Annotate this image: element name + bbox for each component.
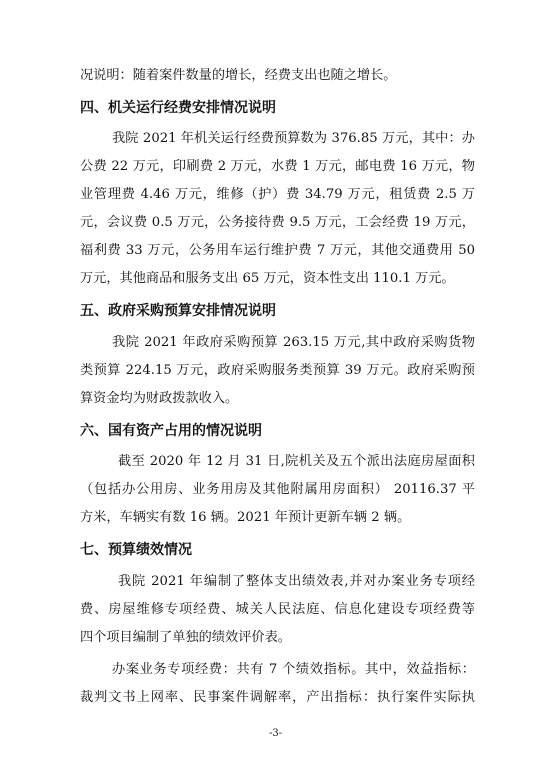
section-5-heading: 五、政府采购预算安排情况说明 <box>80 303 276 319</box>
section-7-line: 办案业务专项经费：共有 7 个绩效指标。其中，效益指标： <box>112 662 475 677</box>
section-7-heading: 七、预算绩效情况 <box>80 542 192 558</box>
section-4-line: 元，会议费 0.5 万元，公务接待费 9.5 万元，工会经费 19 万元， <box>80 215 475 230</box>
section-4-line: 万元，其他商品和服务支出 65 万元，资本性支出 110.1 万元。 <box>80 271 455 286</box>
section-4-line: 公费 22 万元，印刷费 2 万元，水费 1 万元，邮电费 16 万元，物 <box>80 159 475 174</box>
intro-line: 况说明：随着案件数量的增长，经费支出也随之增长。 <box>80 68 397 83</box>
section-7-line: 裁判文书上网率、民事案件调解率，产出指标：执行案件实际执 <box>80 690 475 705</box>
section-5-line: 算资金均为财政拨款收入。 <box>80 391 239 406</box>
section-4-line: 福利费 33 万元，公务用车运行维护费 7 万元，其他交通费用 50 <box>80 243 475 258</box>
section-7-line: 四个项目编制了单独的绩效评价表。 <box>80 630 291 645</box>
section-4-line: 业管理费 4.46 万元，维修（护）费 34.79 万元，租赁费 2.5 万 <box>80 187 475 202</box>
section-5-line: 类预算 224.15 万元，政府采购服务类预算 39 万元。政府采购预 <box>80 363 475 378</box>
section-7-line: 我院 2021 年编制了整体支出绩效表,并对办案业务专项经 <box>118 574 475 589</box>
section-6-line: （包括办公用房、业务用房及其他附属用房面积） 20116.37 平 <box>80 482 475 497</box>
section-6-line: 截至 2020 年 12 月 31 日,院机关及五个派出法庭房屋面积 <box>118 454 475 469</box>
section-7-line: 费、房屋维修专项经费、城关人民法庭、信息化建设专项经费等 <box>80 602 475 617</box>
section-4-line: 我院 2021 年机关运行经费预算数为 376.85 万元，其中：办 <box>112 131 475 146</box>
section-6-heading: 六、国有资产占用的情况说明 <box>80 423 262 439</box>
section-4-heading: 四、机关运行经费安排情况说明 <box>80 100 276 116</box>
section-5-line: 我院 2021 年政府采购预算 263.15 万元,其中政府采购货物 <box>112 335 475 350</box>
section-6-line: 方米，车辆实有数 16 辆。2021 年预计更新车辆 2 辆。 <box>80 510 411 525</box>
page-number: -3- <box>268 728 283 739</box>
